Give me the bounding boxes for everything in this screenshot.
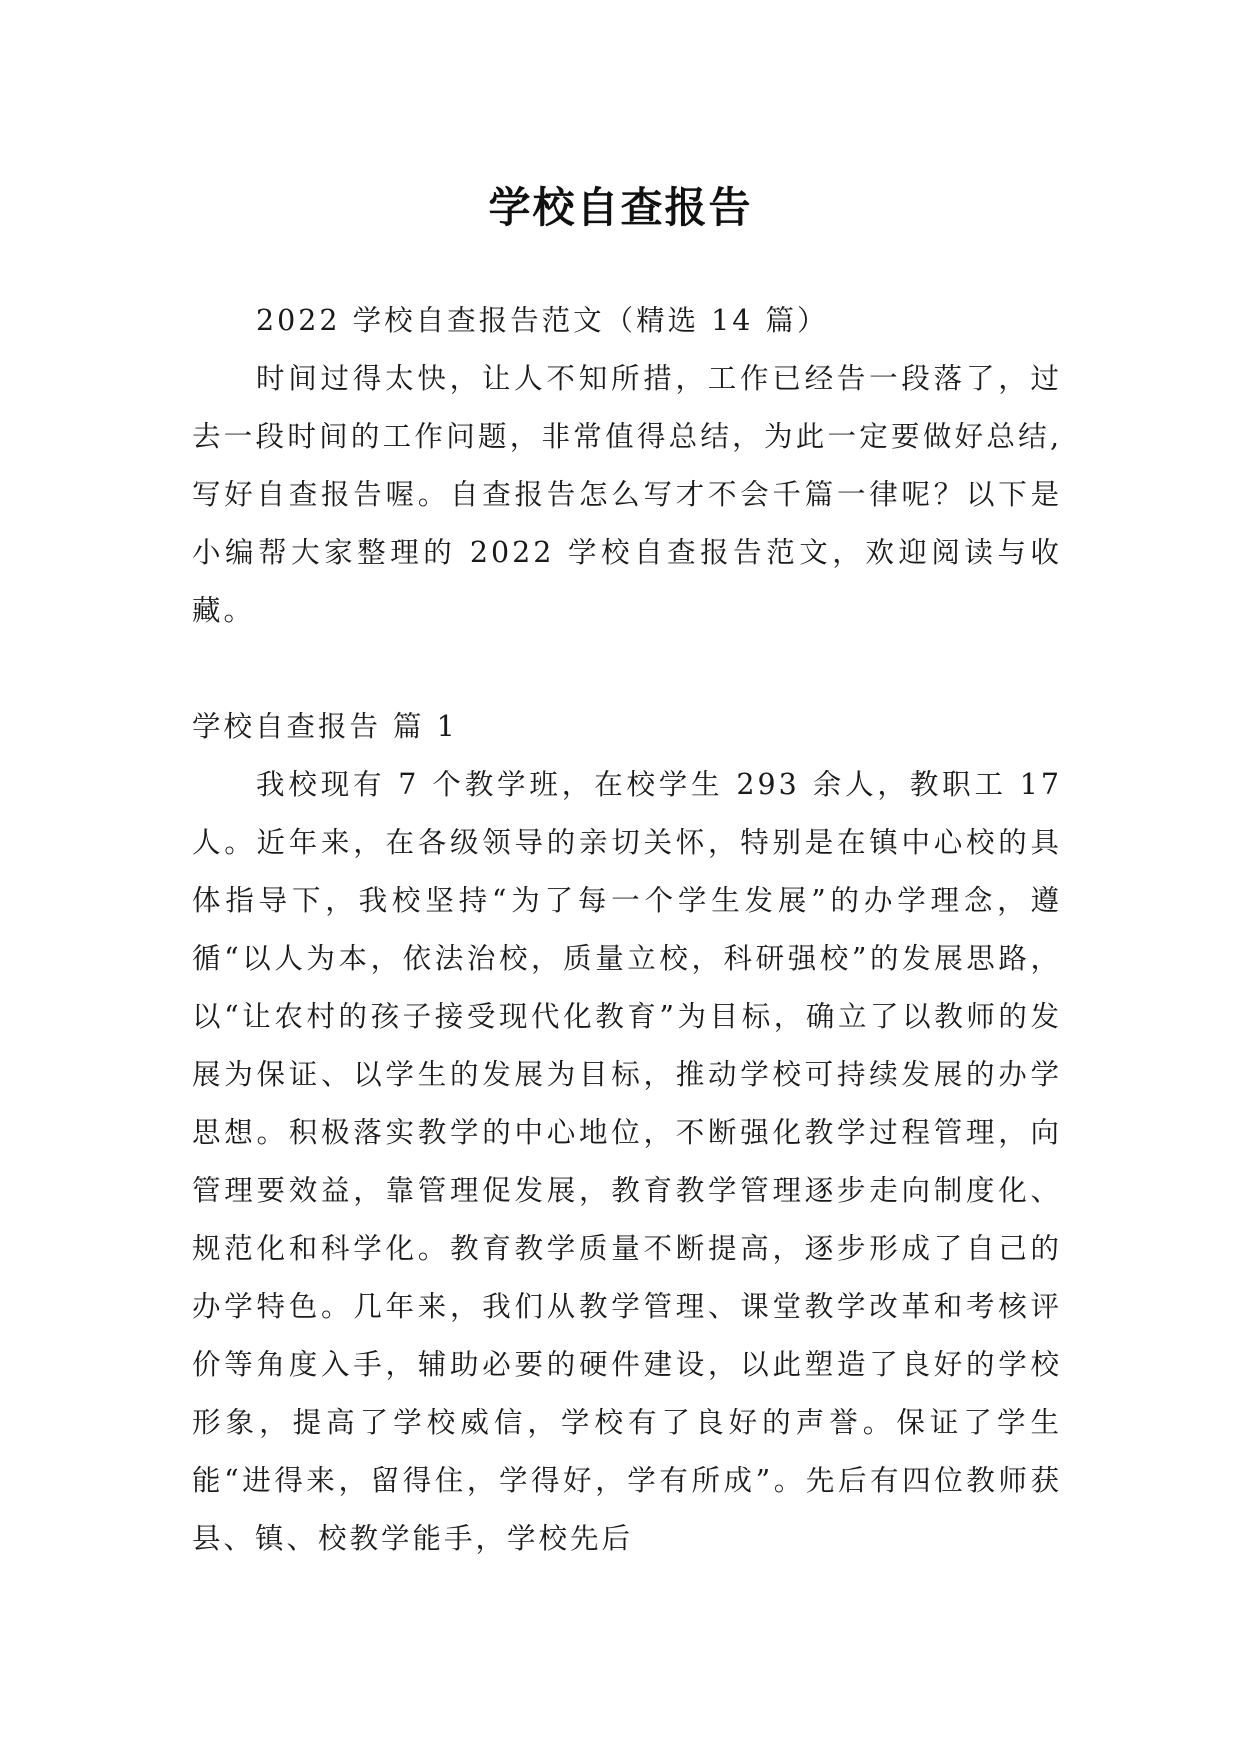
document-subtitle: 2022 学校自查报告范文（精选 14 篇） [256, 304, 829, 337]
intro-paragraph: 时间过得太快，让人不知所措，工作已经告一段落了，过去一段时间的工作问题，非常值得总结，为此一定要做好总结,写好自查报告喔。自查报告怎么写才不会千篇一律呢？以下是小编帮大家整理的 2022 学校自查报告范文，欢迎阅读与收藏。 [192, 362, 1062, 627]
section-paragraph: 我校现有 7 个教学班，在校学生 293 余人，教职工 17 人。近年来，在各级领导的亲切关怀，特别是在镇中心校的具体指导下，我校坚持“为了每一个学生发展”的办学理念，遵循“以人为本，依法治校，质量立校，科研强校”的发展思路，以“让农村的孩子接受现代化教育”为目标，确立了以教师的发展为保证、以学生的发展为目标，推动学校可持续发展的办学思想。积极落实教学的中心地位，不断强化教学过程管理，向管理要效益，靠管理促发展，教育教学管理逐步走向制度化、规范化和科学化。教育教学质量不断提高，逐步形成了自己的办学特色。几年来，我们从教学管理、课堂教学改革和考核评价等角度入手，辅助必要的硬件建设，以此塑造了良好的学校形象，提高了学校威信，学校有了良好的声誉。保证了学生能“进得来，留得住，学得好，学有所成”。先后有四位教师获县、镇、校教学能手，学校先后 [192, 768, 1062, 1555]
document-body [192, 292, 1062, 1568]
document-title: 学校自查报告 [488, 183, 753, 233]
section-heading: 学校自查报告 篇 1 [192, 710, 458, 743]
